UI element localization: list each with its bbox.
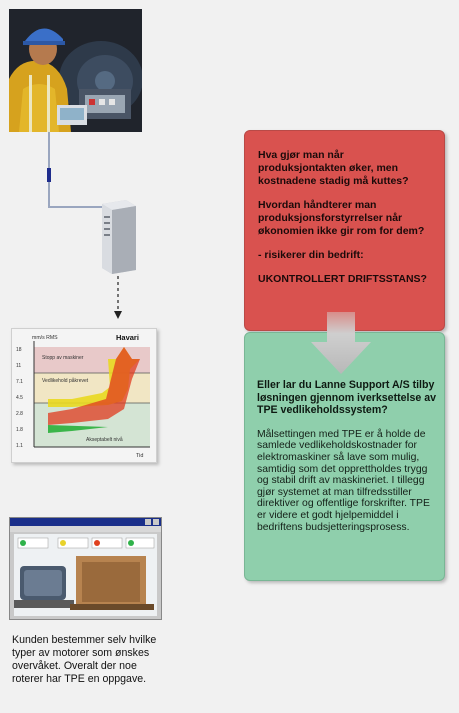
software-illustration xyxy=(10,518,161,619)
y-tick: 1.8 xyxy=(16,427,23,433)
y-tick: 7.1 xyxy=(16,379,23,385)
technician-photo xyxy=(9,9,142,132)
solution-title: Eller lar du Lanne Support A/S tilby løsningen gjennom iverksettelse av TPE vedlikeholdssystem? xyxy=(257,379,436,417)
question-4: UKONTROLLERT DRIFTSSTANS? xyxy=(258,273,427,285)
dashed-arrow-icon xyxy=(113,276,123,320)
zone-label-acceptable: Akseptabelt nivå xyxy=(86,437,123,443)
solution-body: Målsettingen med TPE er å holde de samlede vedlikeholdskostnader for elektromaskiner så lave som mulig, samtidig som det opprettholdes trygg og stabil drift av maskineriet. I tillegg gjør systemet at man tilfredsstiller direktiver og offentlige forskrifter. TPE er videre et godt hjelpemiddel i bedriftens budsjetteringsprosess. xyxy=(257,428,430,533)
y-axis-label: mm/s RMS xyxy=(32,335,58,341)
software-screenshot xyxy=(9,517,162,620)
zone-label-stop: Stopp av maskiner xyxy=(42,355,84,361)
y-tick: 4.5 xyxy=(16,395,23,401)
server-illustration xyxy=(96,200,138,274)
question-2: Hvordan håndterer man produksjonsforstyrrelser når økonomien ikke gir rom for dem? xyxy=(258,199,425,237)
havari-label: Havari xyxy=(116,333,139,342)
cable-connector xyxy=(47,168,51,182)
caption-text: Kunden bestemmer selv hvilke typer av motorer som ønskes overvåket. Overalt der noe roterer har TPE en oppgave. xyxy=(12,634,157,685)
down-arrow-icon xyxy=(309,312,373,376)
y-tick: 2.8 xyxy=(16,411,23,417)
technician-illustration xyxy=(9,9,142,132)
down-arrow-shape xyxy=(309,312,373,376)
dashed-arrow-shape xyxy=(113,276,123,320)
y-tick: 18 xyxy=(16,347,22,353)
zone-label-maintenance: Vedlikehold påkrevet xyxy=(42,378,89,384)
server-tower-icon xyxy=(96,200,138,274)
x-axis-label: Tid xyxy=(136,453,144,459)
vibration-chart-svg xyxy=(12,329,156,462)
y-tick: 1.1 xyxy=(16,443,23,449)
vibration-chart xyxy=(11,328,157,463)
y-tick: 11 xyxy=(16,363,22,369)
question-1: Hva gjør man når produksjontakten øker, men kostnadene stadig må kuttes? xyxy=(258,149,409,187)
question-box xyxy=(244,130,445,331)
question-3: - risikerer din bedrift: xyxy=(258,249,364,261)
